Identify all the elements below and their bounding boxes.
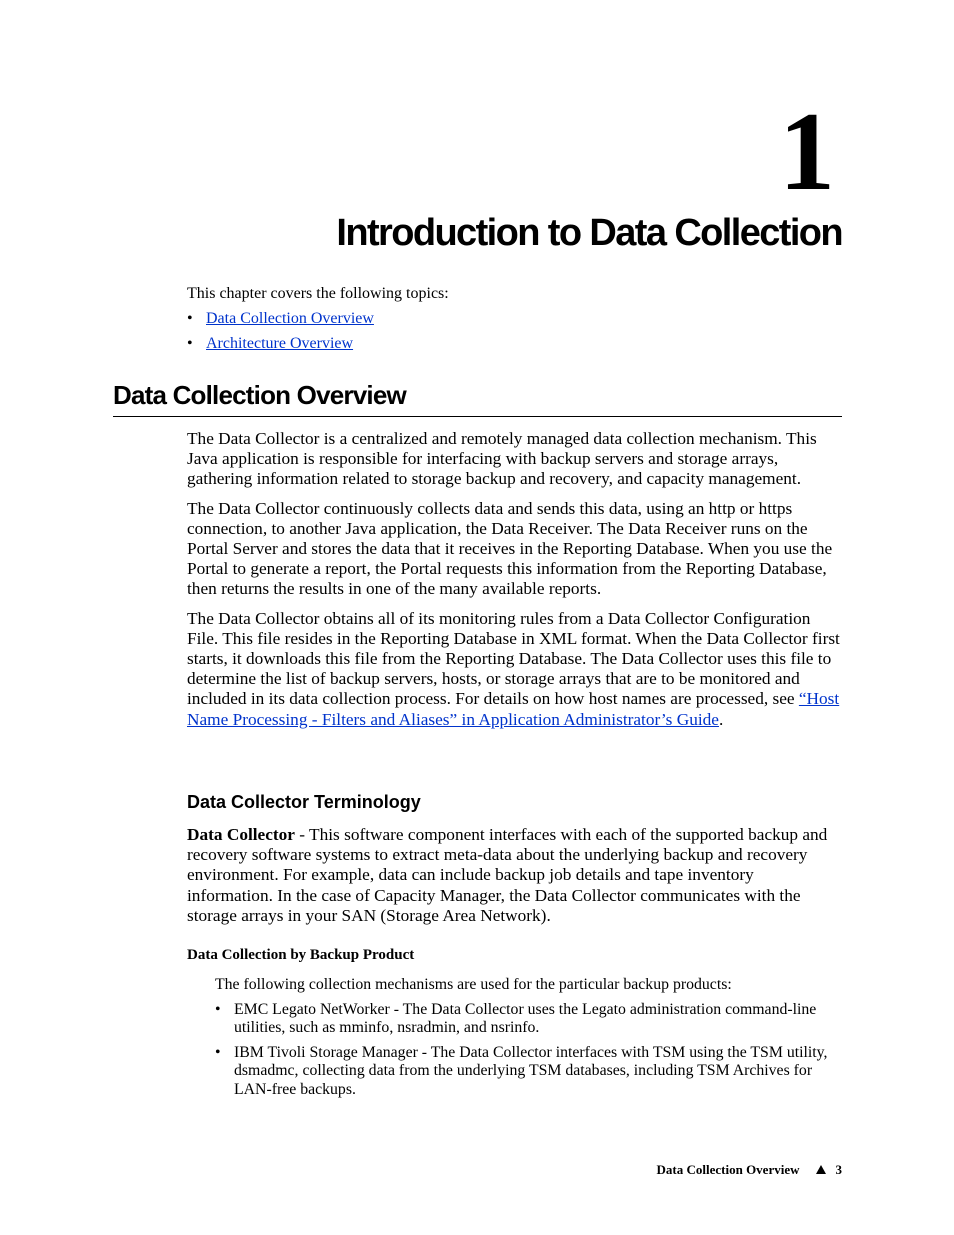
page-footer — [657, 1162, 842, 1178]
by-product-lead: The following collection mechanisms are used for the particular backup products: — [215, 976, 732, 993]
subsubsection-heading: Data Collection by Backup Product — [187, 947, 415, 963]
term-text: - This software component interfaces with each of the supported backup and recovery software systems to extract meta-data about the underlying backup and recovery environment. For example, data can include backup job details and tape inventory information. In the case of Capacity Manager, the Data Collector communicates with the storage arrays in your SAN (Storage Area Network). — [187, 825, 828, 925]
topic-list — [187, 309, 842, 353]
bullet-icon: • — [215, 1000, 221, 1018]
paragraph-text: The Data Collector obtains all of its monitoring rules from a Data Collector Configuration File. This file resides in the Reporting Database in XML format. When the Data Collector first starts, it downloads this file from the Reporting Database. The Data Collector uses this file to determine the list of backup servers, hosts, or storage arrays that are to be monitored and included in its data collection process. For details on how host names are processed, see — [187, 608, 840, 709]
terminology-body — [187, 825, 842, 926]
list-item-text: EMC Legato NetWorker - The Data Collector uses the Legato administration command-line utilities, such as mminfo, nsradmin, and nsrinfo. — [234, 1000, 817, 1036]
bullet-icon: • — [187, 310, 193, 327]
list-item-text: IBM Tivoli Storage Manager - The Data Collector interfaces with TSM using the TSM utility, dsmadmc, collecting data from the underlying TSM databases, including TSM Archives for LAN-free backups. — [234, 1043, 828, 1098]
paragraph: The Data Collector continuously collects data and sends this data, using an http or https connection, to another Java application, the Data Receiver. The Data Receiver runs on the Portal Server and stores the data that it receives in the Reporting Database. When you use the Portal to generate a report, the Portal requests this information from the Reporting Database, then returns the results in one of the many available reports. — [187, 498, 833, 599]
chapter-intro — [187, 284, 842, 359]
admin-guide-link[interactable]: “Host Name Processing - Filters and Aliases” in Application Administrator’s Guide — [187, 689, 840, 729]
section-heading: Data Collection Overview — [113, 380, 406, 410]
term-definition — [187, 825, 842, 926]
list-item — [215, 1001, 843, 1038]
bullet-icon: • — [215, 1043, 221, 1061]
topic-item — [187, 334, 842, 353]
by-product-body — [215, 976, 843, 1105]
section-body — [187, 429, 842, 739]
product-list — [215, 1001, 843, 1100]
topic-link-architecture-overview[interactable]: Architecture Overview — [206, 335, 354, 352]
page-number: 3 — [835, 1162, 842, 1177]
intro-lead: This chapter covers the following topics: — [187, 285, 449, 302]
subsection-heading: Data Collector Terminology — [187, 792, 421, 812]
list-item — [215, 1044, 843, 1100]
triangle-up-icon — [816, 1165, 826, 1174]
topic-link-data-collection-overview[interactable]: Data Collection Overview — [206, 310, 374, 327]
chapter-number: 1 — [779, 90, 835, 214]
footer-section-title: Data Collection Overview — [656, 1162, 800, 1177]
term-name: Data Collector — [187, 825, 295, 844]
topic-item — [187, 309, 842, 328]
bullet-icon: • — [187, 335, 193, 352]
section-divider — [113, 416, 842, 417]
paragraph: The Data Collector is a centralized and remotely managed data collection mechanism. This Java application is responsible for interfacing with backup servers and storage arrays, gathering information related to storage backup and recovery, and capacity management. — [187, 429, 817, 489]
paragraph — [187, 609, 842, 730]
chapter-title: Introduction to Data Collection — [336, 212, 842, 254]
paragraph-end: . — [718, 709, 724, 729]
